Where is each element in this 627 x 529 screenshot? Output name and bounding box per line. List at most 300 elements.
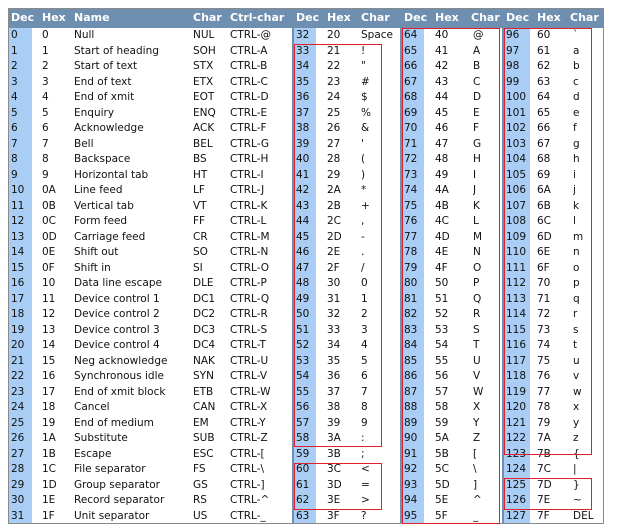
char-cell: d: [573, 91, 580, 103]
char-cell: RS: [193, 494, 207, 506]
dec-cell: 6: [11, 122, 18, 134]
dec-cell: 51: [296, 323, 310, 336]
hex-cell: 42: [435, 60, 449, 72]
dec-cell: 75: [404, 199, 418, 212]
dec-cell: 8: [11, 153, 18, 165]
name-cell: Synchronous idle: [74, 370, 164, 382]
hex-cell: 36: [327, 370, 341, 382]
char-cell: n: [573, 246, 580, 258]
dec-cell: 9: [11, 168, 18, 181]
char-cell: ENQ: [193, 106, 216, 119]
hex-cell: 7C: [537, 463, 552, 475]
dec-cell: 33: [296, 44, 310, 57]
ctrl-char-cell: CTRL-Z: [230, 432, 268, 444]
char-cell: DEL: [573, 509, 594, 522]
dec-cell: 65: [404, 44, 418, 57]
char-cell: -: [361, 230, 365, 243]
hex-cell: 76: [537, 370, 551, 382]
hex-cell: 3A: [327, 432, 341, 444]
dec-cell: 107: [506, 199, 527, 212]
char-cell: .: [361, 246, 365, 258]
dec-header: Dec: [296, 11, 320, 24]
char-cell: i: [573, 168, 576, 181]
hex-cell: 6C: [537, 215, 552, 227]
hex-cell: 17: [42, 385, 56, 398]
ctrl-char-cell: CTRL-T: [230, 339, 266, 351]
hex-cell: 48: [435, 153, 449, 165]
char-cell: x: [573, 401, 580, 413]
char-cell: NUL: [193, 29, 215, 41]
char-cell: DC4: [193, 339, 216, 351]
char-cell: 1: [361, 292, 368, 305]
char-cell: %: [361, 106, 371, 119]
char-cell: BEL: [193, 137, 213, 150]
hex-cell: 29: [327, 168, 341, 181]
char-cell: BS: [193, 153, 207, 165]
char-cell: ": [361, 60, 366, 72]
char-cell: /: [361, 261, 365, 274]
hex-cell: 8: [42, 153, 49, 165]
hex-cell: 37: [327, 385, 341, 398]
name-cell: Backspace: [74, 153, 131, 165]
hex-cell: 3C: [327, 463, 342, 475]
dec-cell: 18: [11, 308, 25, 320]
dec-cell: 15: [11, 261, 25, 274]
char-cell: M: [473, 230, 483, 243]
hex-cell: 55: [435, 354, 449, 367]
char-cell: _: [473, 509, 479, 522]
hex-cell: 11: [42, 292, 56, 305]
ctrl-char-cell: CTRL-]: [230, 478, 265, 491]
hex-cell: 4D: [435, 230, 450, 243]
hex-cell: 0A: [42, 184, 56, 196]
ctrl-char-cell: CTRL-[: [230, 447, 265, 460]
hex-cell: 4C: [435, 215, 450, 227]
char-cell: (: [361, 153, 366, 165]
hex-cell: 21: [327, 44, 341, 57]
char-cell: DLE: [193, 277, 214, 289]
hex-cell: 39: [327, 416, 341, 429]
char-cell: f: [573, 122, 577, 134]
ctrl-char-cell: CTRL-K: [230, 199, 268, 212]
char-cell: FF: [193, 215, 206, 227]
hex-cell: 4F: [435, 261, 448, 274]
dec-header: Dec: [404, 11, 428, 24]
hex-cell: 4A: [435, 184, 449, 196]
dec-cell: 30: [11, 494, 25, 506]
dec-cell: 43: [296, 199, 310, 212]
hex-cell: 20: [327, 29, 341, 41]
dec-cell: 19: [11, 323, 25, 336]
dec-cell: 0: [11, 29, 18, 41]
hex-cell: 1: [42, 44, 49, 57]
char-cell: US: [193, 509, 208, 522]
name-cell: Horizontal tab: [74, 168, 149, 181]
hex-cell: 0: [42, 29, 49, 41]
char-cell: ESC: [193, 447, 214, 460]
name-cell: Carriage feed: [74, 230, 146, 243]
name-header: Name: [74, 11, 110, 24]
char-cell: `: [573, 29, 579, 41]
dec-cell: 22: [11, 370, 25, 382]
char-cell: EOT: [193, 91, 215, 103]
dec-cell: 71: [404, 137, 418, 150]
hex-cell: 0C: [42, 215, 57, 227]
dec-cell: 46: [296, 246, 310, 258]
dec-cell: 114: [506, 308, 527, 320]
dec-cell: 72: [404, 153, 418, 165]
ctrl-char-cell: CTRL-N: [230, 246, 269, 258]
name-cell: Device control 4: [74, 339, 160, 351]
char-cell: 2: [361, 308, 368, 320]
hex-cell: 6D: [537, 230, 552, 243]
char-cell: SI: [193, 261, 203, 274]
char-cell: *: [361, 184, 367, 196]
dec-cell: 73: [404, 168, 418, 181]
hex-cell: 23: [327, 75, 341, 88]
char-cell: R: [473, 308, 481, 320]
char-cell: G: [473, 137, 482, 150]
char-cell: g: [573, 137, 580, 150]
dec-cell: 54: [296, 370, 310, 382]
name-cell: Record separator: [74, 494, 165, 506]
char-cell: h: [573, 153, 580, 165]
char-cell: SUB: [193, 432, 215, 444]
hex-cell: 63: [537, 75, 551, 88]
dec-cell: 91: [404, 447, 418, 460]
char-cell: j: [573, 184, 576, 196]
hex-cell: 1A: [42, 432, 56, 444]
char-cell: ^: [473, 494, 482, 506]
dec-cell: 112: [506, 277, 527, 289]
char-cell: 0: [361, 277, 368, 289]
hex-cell: 2A: [327, 184, 341, 196]
hex-cell: 31: [327, 292, 341, 305]
dec-cell: 98: [506, 60, 520, 72]
dec-header: Dec: [11, 11, 35, 24]
ctrl-char-cell: CTRL-O: [230, 261, 270, 274]
dec-cell: 113: [506, 292, 527, 305]
dec-cell: 29: [11, 478, 25, 491]
name-cell: Device control 3: [74, 323, 160, 336]
dec-cell: 10: [11, 184, 25, 196]
dec-cell: 21: [11, 354, 25, 367]
char-cell: w: [573, 385, 582, 398]
dec-cell: 20: [11, 339, 25, 351]
hex-header: Hex: [42, 11, 66, 24]
dec-cell: 111: [506, 261, 527, 274]
dec-cell: 23: [11, 385, 25, 398]
hex-cell: 1F: [42, 509, 55, 522]
hex-cell: 35: [327, 354, 341, 367]
char-cell: E: [473, 106, 480, 119]
char-cell: L: [473, 215, 479, 227]
hex-cell: 0E: [42, 246, 56, 258]
hex-cell: 56: [435, 370, 449, 382]
hex-header: Hex: [435, 11, 459, 24]
dec-cell: 105: [506, 168, 527, 181]
name-cell: Form feed: [74, 215, 128, 227]
char-cell: DC2: [193, 308, 216, 320]
char-cell: =: [361, 478, 370, 491]
dec-cell: 99: [506, 75, 520, 88]
char-cell: ETB: [193, 385, 214, 398]
char-cell: 8: [361, 401, 368, 413]
hex-cell: 0D: [42, 230, 57, 243]
hex-cell: 54: [435, 339, 449, 351]
dec-cell: 108: [506, 215, 527, 227]
hex-cell: 67: [537, 137, 551, 150]
hex-cell: 3B: [327, 447, 341, 460]
char-cell: \: [473, 463, 477, 475]
ctrl-char-cell: CTRL-V: [230, 370, 268, 382]
hex-cell: 7: [42, 137, 49, 150]
char-cell: O: [473, 261, 482, 274]
char-cell: :: [361, 432, 365, 444]
char-cell: HT: [193, 168, 208, 181]
char-cell: Q: [473, 292, 482, 305]
ctrl-char-cell: CTRL-H: [230, 153, 269, 165]
hex-cell: 26: [327, 122, 341, 134]
name-cell: Bell: [74, 137, 94, 150]
dec-cell: 66: [404, 60, 418, 72]
dec-cell: 90: [404, 432, 418, 444]
name-cell: Enquiry: [74, 106, 115, 119]
char-cell: P: [473, 277, 480, 289]
char-cell: VT: [193, 199, 207, 212]
name-cell: Cancel: [74, 401, 110, 413]
highlight-box-uppercase: [402, 28, 500, 524]
ctrl-char-cell: CTRL-@: [230, 29, 271, 41]
char-cell: m: [573, 230, 584, 243]
char-cell: U: [473, 354, 481, 367]
name-cell: Start of text: [74, 60, 138, 72]
hex-cell: 6A: [537, 184, 551, 196]
char-header: Char: [471, 11, 500, 24]
dec-cell: 80: [404, 277, 418, 289]
hex-cell: 2: [42, 60, 49, 72]
hex-cell: 7D: [537, 478, 552, 491]
hex-cell: 51: [435, 292, 449, 305]
dec-cell: 60: [296, 463, 310, 475]
dec-cell: 109: [506, 230, 527, 243]
hex-cell: 74: [537, 339, 551, 351]
char-cell: GS: [193, 478, 208, 491]
dec-cell: 42: [296, 184, 310, 196]
dec-cell: 96: [506, 29, 520, 41]
name-cell: Start of heading: [74, 44, 159, 57]
char-cell: b: [573, 60, 580, 72]
char-cell: ETX: [193, 75, 214, 88]
hex-cell: 7A: [537, 432, 551, 444]
hex-cell: 12: [42, 308, 56, 320]
char-cell: y: [573, 416, 580, 429]
dec-cell: 119: [506, 385, 527, 398]
char-cell: z: [573, 432, 579, 444]
name-cell: Acknowledge: [74, 122, 144, 134]
dec-cell: 56: [296, 401, 310, 413]
hex-cell: 6B: [537, 199, 551, 212]
char-cell: Space: [361, 29, 393, 41]
hex-cell: 2E: [327, 246, 341, 258]
ctrl-char-cell: CTRL-Q: [230, 292, 270, 305]
ctrl-char-cell: CTRL-^: [230, 494, 270, 506]
hex-cell: 18: [42, 401, 56, 413]
char-cell: DC1: [193, 292, 216, 305]
name-cell: Escape: [74, 447, 112, 460]
hex-cell: 22: [327, 60, 341, 72]
dec-cell: 116: [506, 339, 527, 351]
char-cell: ]: [473, 478, 478, 491]
hex-cell: 77: [537, 385, 551, 398]
hex-cell: 7F: [537, 509, 550, 522]
char-cell: Z: [473, 432, 481, 444]
dec-cell: 127: [506, 509, 527, 522]
dec-cell: 24: [11, 401, 25, 413]
dec-cell: 38: [296, 122, 310, 134]
dec-cell: 77: [404, 230, 418, 243]
name-cell: Line feed: [74, 184, 123, 196]
char-cell: S: [473, 323, 480, 336]
hex-cell: 5B: [435, 447, 449, 460]
dec-cell: 55: [296, 385, 310, 398]
hex-cell: 14: [42, 339, 56, 351]
name-cell: Shift out: [74, 246, 119, 258]
ctrl-char-cell: CTRL-D: [230, 91, 269, 103]
dec-cell: 110: [506, 246, 527, 258]
hex-cell: 15: [42, 354, 56, 367]
hex-cell: 34: [327, 339, 341, 351]
name-cell: Neg acknowledge: [74, 354, 168, 367]
dec-cell: 31: [11, 509, 25, 522]
dec-cell: 4: [11, 91, 18, 103]
char-cell: LF: [193, 184, 205, 196]
char-cell: <: [361, 463, 370, 475]
hex-cell: 5C: [435, 463, 450, 475]
hex-cell: 64: [537, 91, 551, 103]
hex-cell: 61: [537, 44, 551, 57]
hex-cell: 3F: [327, 509, 340, 522]
ctrl-char-cell: CTRL-S: [230, 323, 268, 336]
char-cell: K: [473, 199, 480, 212]
dec-cell: 78: [404, 246, 418, 258]
char-cell: 5: [361, 354, 368, 367]
char-cell: p: [573, 277, 580, 289]
hex-cell: 1B: [42, 447, 56, 460]
hex-cell: 4E: [435, 246, 449, 258]
char-cell: 3: [361, 323, 368, 336]
hex-cell: 0B: [42, 199, 56, 212]
dec-cell: 16: [11, 277, 25, 289]
hex-cell: 0F: [42, 261, 55, 274]
dec-cell: 120: [506, 401, 527, 413]
dec-cell: 92: [404, 463, 418, 475]
hex-cell: 25: [327, 106, 341, 119]
ctrl-char-cell: CTRL-J: [230, 184, 265, 196]
char-cell: FS: [193, 463, 206, 475]
dec-cell: 34: [296, 60, 310, 72]
hex-cell: 70: [537, 277, 551, 289]
char-cell: q: [573, 292, 580, 305]
hex-cell: 60: [537, 29, 551, 41]
dec-cell: 68: [404, 91, 418, 103]
name-cell: Device control 1: [74, 292, 160, 305]
char-cell: Y: [473, 416, 480, 429]
dec-cell: 7: [11, 137, 18, 150]
char-cell: D: [473, 91, 482, 103]
hex-cell: 9: [42, 168, 49, 181]
dec-cell: 84: [404, 339, 418, 351]
char-header: Char: [570, 11, 599, 24]
dec-cell: 93: [404, 478, 418, 491]
dec-cell: 49: [296, 292, 310, 305]
char-cell: CAN: [193, 401, 216, 413]
char-cell: [: [473, 447, 478, 460]
dec-cell: 57: [296, 416, 310, 429]
ctrl-char-cell: CTRL-_: [230, 509, 266, 522]
hex-cell: 49: [435, 168, 449, 181]
hex-cell: 6F: [537, 261, 550, 274]
dec-cell: 123: [506, 447, 527, 460]
char-cell: |: [573, 463, 577, 475]
hex-cell: 71: [537, 292, 551, 305]
ctrl-char-cell: CTRL-F: [230, 122, 267, 134]
dec-cell: 74: [404, 184, 418, 196]
dec-cell: 69: [404, 106, 418, 119]
dec-cell: 47: [296, 261, 310, 274]
hex-cell: 6E: [537, 246, 551, 258]
dec-cell: 88: [404, 401, 418, 413]
hex-cell: 58: [435, 401, 449, 413]
hex-cell: 68: [537, 153, 551, 165]
dec-cell: 45: [296, 230, 310, 243]
char-cell: SO: [193, 246, 208, 258]
char-cell: I: [473, 168, 477, 181]
dec-cell: 117: [506, 354, 527, 367]
hex-header: Hex: [537, 11, 561, 24]
char-cell: {: [573, 447, 580, 460]
dec-cell: 50: [296, 308, 310, 320]
dec-cell: 115: [506, 323, 527, 336]
char-cell: ACK: [193, 122, 215, 134]
hex-cell: 3: [42, 75, 49, 88]
dec-cell: 13: [11, 230, 25, 243]
ctrl-char-cell: CTRL-W: [230, 385, 271, 398]
dec-cell: 44: [296, 215, 310, 227]
hex-cell: 62: [537, 60, 551, 72]
char-cell: X: [473, 401, 481, 413]
dec-cell: 39: [296, 137, 310, 150]
hex-cell: 2C: [327, 215, 342, 227]
char-cell: e: [573, 106, 580, 119]
char-cell: o: [573, 261, 580, 274]
ctrl-char-cell: CTRL-P: [230, 277, 267, 289]
ctrl-char-cell: CTRL-C: [230, 75, 268, 88]
dec-cell: 104: [506, 153, 527, 165]
hex-cell: 1D: [42, 478, 57, 491]
dec-cell: 79: [404, 261, 418, 274]
char-cell: H: [473, 153, 481, 165]
dec-cell: 61: [296, 478, 310, 491]
dec-cell: 48: [296, 277, 310, 289]
hex-cell: 66: [537, 122, 551, 134]
char-cell: DC3: [193, 323, 216, 336]
dec-cell: 125: [506, 478, 527, 491]
name-cell: End of xmit: [74, 91, 135, 103]
dec-cell: 37: [296, 106, 310, 119]
hex-cell: 41: [435, 44, 449, 57]
hex-cell: 45: [435, 106, 449, 119]
